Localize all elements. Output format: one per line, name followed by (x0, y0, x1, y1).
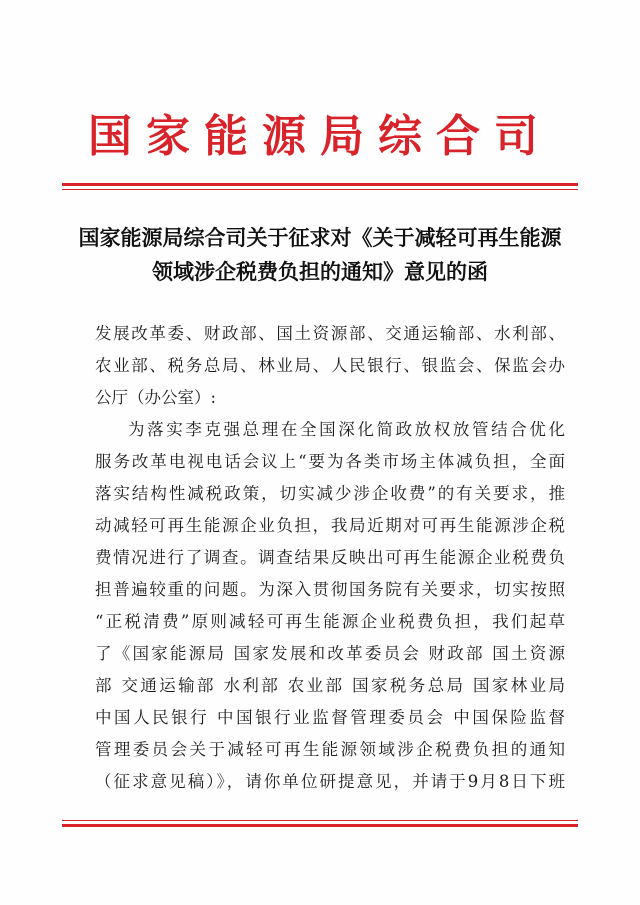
body-line: 公厅（办公室）: (95, 388, 217, 407)
letterhead-rule-thin (62, 189, 578, 190)
body-line: 动减轻可再生能源企业负担，我局近期对可再生能源涉企税 (95, 516, 565, 535)
body-line: 担普遍较重的问题。为深入贯彻国务院有关要求，切实按照 (95, 580, 565, 599)
document-title-line-1: 国家能源局综合司关于征求对《关于减轻可再生能源 (78, 225, 562, 250)
document-body (95, 318, 565, 798)
body-line: 费情况进行了调查。调查结果反映出可再生能源企业税费负 (95, 548, 565, 567)
body-line: “正税清费”原则减轻可再生能源企业税费负担，我们起草 (95, 612, 565, 631)
document-title-line-2: 领域涉企税费负担的通知》意见的函 (152, 259, 488, 284)
document-title (70, 221, 570, 289)
body-line: 农业部、税务总局、林业局、人民银行、银监会、保监会办 (95, 356, 565, 375)
letterhead-org-name: 国家能源局综合司 (88, 111, 552, 162)
body-line: 落实结构性减税政策，切实减少涉企收费”的有关要求，推 (95, 484, 565, 503)
body-line: 了《国家能源局 国家发展和改革委员会 财政部 国土资源 (95, 644, 565, 663)
body-line: 管理委员会关于减轻可再生能源领域涉企税费负担的通知 (95, 740, 565, 759)
body-line: （征求意见稿）》，请你单位研提意见，并请于9月8日下班 (95, 772, 565, 791)
letterhead-rule-thick (62, 183, 578, 186)
body-line: 为落实李克强总理在全国深化简政放权放管结合优化 (128, 420, 565, 439)
body-line: 服务改革电视电话会议上“要为各类市场主体减负担，全面 (95, 452, 565, 471)
body-line: 发展改革委、财政部、国土资源部、交通运输部、水利部、 (95, 324, 565, 343)
body-line: 部 交通运输部 水利部 农业部 国家税务总局 国家林业局 (95, 676, 565, 695)
body-line: 中国人民银行 中国银行业监督管理委员会 中国保险监督 (95, 708, 565, 727)
footer-rule-thin (62, 820, 578, 821)
footer-rule-thick (62, 824, 578, 827)
